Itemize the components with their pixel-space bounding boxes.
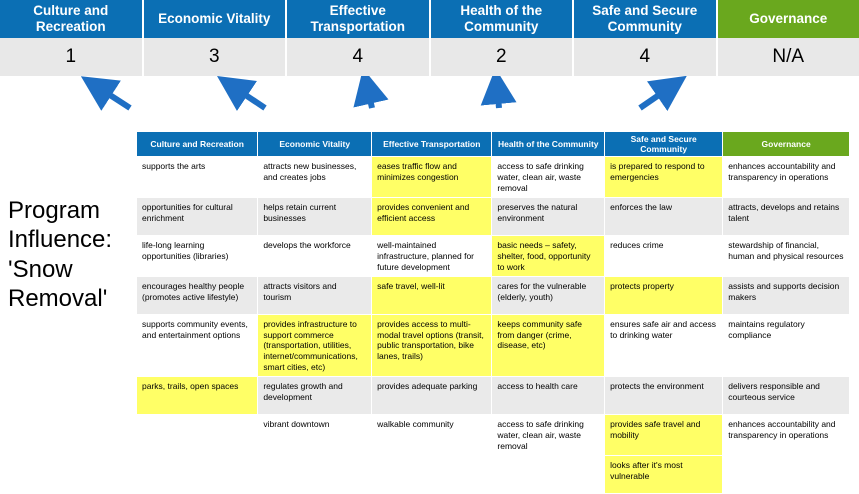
matrix-header-4: Safe and Secure Community — [605, 132, 723, 157]
top-header-cell-3 — [431, 0, 575, 38]
score-cell-2: 4 — [287, 38, 431, 76]
matrix-cell-r7-c3 — [492, 456, 605, 494]
matrix-cell-r2-c3: basic needs – safety, shelter, food, opportunity to work — [492, 236, 605, 277]
table-row — [137, 377, 850, 415]
matrix-cell-r2-c0: life-long learning opportunities (libraries) — [137, 236, 258, 277]
matrix-cell-r7-c1 — [258, 456, 372, 494]
matrix-cell-r1-c4: enforces the law — [605, 198, 723, 236]
score-band — [0, 38, 859, 76]
top-header-label-0: Culture and Recreation — [4, 3, 138, 34]
matrix-cell-r0-c1: attracts new businesses, and creates jobs — [258, 157, 372, 198]
table-row — [137, 157, 850, 198]
matrix-header-5: Governance — [723, 132, 850, 157]
matrix-header-3: Health of the Community — [492, 132, 605, 157]
top-header-label-1: Economic Vitality — [158, 11, 270, 27]
matrix-cell-r1-c2: provides convenient and efficient access — [372, 198, 492, 236]
table-row — [137, 277, 850, 315]
matrix-cell-r0-c3: access to safe drinking water, clean air, waste removal — [492, 157, 605, 198]
matrix-cell-r1-c5: attracts, develops and retains talent — [723, 198, 850, 236]
arrow-up-left-icon-2 — [367, 86, 372, 108]
matrix-cell-r5-c2: provides adequate parking — [372, 377, 492, 415]
matrix-cell-r5-c5: delivers responsible and courteous service — [723, 377, 850, 415]
matrix-cell-r4-c0: supports community events, and entertainment options — [137, 315, 258, 377]
matrix-cell-r2-c5: stewardship of financial, human and physical resources — [723, 236, 850, 277]
table-row — [137, 456, 850, 494]
matrix-header-1: Economic Vitality — [258, 132, 372, 157]
table-row — [137, 315, 850, 377]
top-header-label-4: Safe and Secure Community — [578, 3, 712, 34]
score-cell-4: 4 — [574, 38, 718, 76]
matrix-cell-r3-c4: protects property — [605, 277, 723, 315]
matrix-cell-r6-c3: access to safe drinking water, clean air, waste removal — [492, 415, 605, 456]
matrix-cell-r7-c0 — [137, 456, 258, 494]
matrix-header-0: Culture and Recreation — [137, 132, 258, 157]
score-cell-5: N/A — [718, 38, 859, 76]
score-cell-0: 1 — [0, 38, 144, 76]
matrix-header-row — [137, 132, 850, 157]
matrix-cell-r2-c1: develops the workforce — [258, 236, 372, 277]
arrow-up-left-icon-3 — [497, 86, 499, 108]
matrix-cell-r6-c4: provides safe travel and mobility — [605, 415, 723, 456]
matrix-cell-r3-c2: safe travel, well-lit — [372, 277, 492, 315]
matrix-cell-r0-c5: enhances accountability and transparency in operations — [723, 157, 850, 198]
matrix-cell-r2-c2: well-maintained infrastructure, planned for future development — [372, 236, 492, 277]
table-row — [137, 236, 850, 277]
matrix-cell-r6-c1: vibrant downtown — [258, 415, 372, 456]
matrix-cell-r7-c2 — [372, 456, 492, 494]
matrix-cell-r7-c4: looks after it's most vulnerable — [605, 456, 723, 494]
matrix-cell-r4-c5: maintains regulatory compliance — [723, 315, 850, 377]
top-header-band — [0, 0, 859, 38]
matrix-cell-r6-c2: walkable community — [372, 415, 492, 456]
matrix-cell-r5-c0: parks, trails, open spaces — [137, 377, 258, 415]
matrix-cell-r6-c5: enhances accountability and transparency in operations — [723, 415, 850, 456]
arrow-group — [0, 76, 859, 134]
top-header-cell-0 — [0, 0, 144, 38]
matrix-cell-r4-c4: ensures safe air and access to drinking water — [605, 315, 723, 377]
table-row — [137, 198, 850, 236]
arrow-up-left-icon-1 — [232, 86, 265, 108]
matrix-cell-r3-c0: encourages healthy people (promotes active lifestyle) — [137, 277, 258, 315]
matrix-cell-r1-c0: opportunities for cultural enrichment — [137, 198, 258, 236]
outcomes-matrix — [136, 131, 850, 494]
top-header-label-3: Health of the Community — [435, 3, 569, 34]
matrix-cell-r4-c3: keeps community safe from danger (crime, disease, etc) — [492, 315, 605, 377]
matrix-cell-r1-c1: helps retain current businesses — [258, 198, 372, 236]
matrix-cell-r5-c3: access to health care — [492, 377, 605, 415]
arrow-up-left-icon-0 — [96, 86, 130, 108]
matrix-cell-r1-c3: preserves the natural environment — [492, 198, 605, 236]
matrix-cell-r0-c0: supports the arts — [137, 157, 258, 198]
top-header-cell-4 — [574, 0, 718, 38]
table-row — [137, 415, 850, 456]
matrix-cell-r3-c3: cares for the vulnerable (elderly, youth) — [492, 277, 605, 315]
matrix-cell-r0-c2: eases traffic flow and minimizes congestion — [372, 157, 492, 198]
arrow-up-right-icon-4 — [640, 86, 672, 108]
matrix-cell-r4-c1: provides infrastructure to support commerce (transportation, utilities, internet/communications, smart cities, etc) — [258, 315, 372, 377]
program-influence-caption: Program Influence: 'Snow Removal' — [8, 196, 136, 313]
score-cell-1: 3 — [144, 38, 288, 76]
top-header-label-5: Governance — [749, 11, 827, 27]
matrix-cell-r3-c5: assists and supports decision makers — [723, 277, 850, 315]
top-header-cell-1 — [144, 0, 288, 38]
score-cell-3: 2 — [431, 38, 575, 76]
matrix-cell-r4-c2: provides access to multi-modal travel options (transit, public transportation, bike lanes, trails) — [372, 315, 492, 377]
top-header-cell-2 — [287, 0, 431, 38]
top-header-label-2: Effective Transportation — [291, 3, 425, 34]
matrix-header-2: Effective Transportation — [372, 132, 492, 157]
matrix-cell-r2-c4: reduces crime — [605, 236, 723, 277]
matrix-cell-r7-c5 — [723, 456, 850, 494]
matrix-cell-r5-c4: protects the environment — [605, 377, 723, 415]
top-header-cell-5 — [718, 0, 859, 38]
matrix-cell-r3-c1: attracts visitors and tourism — [258, 277, 372, 315]
matrix-cell-r5-c1: regulates growth and development — [258, 377, 372, 415]
matrix-cell-r6-c0 — [137, 415, 258, 456]
matrix-body — [137, 157, 850, 494]
matrix-cell-r0-c4: is prepared to respond to emergencies — [605, 157, 723, 198]
